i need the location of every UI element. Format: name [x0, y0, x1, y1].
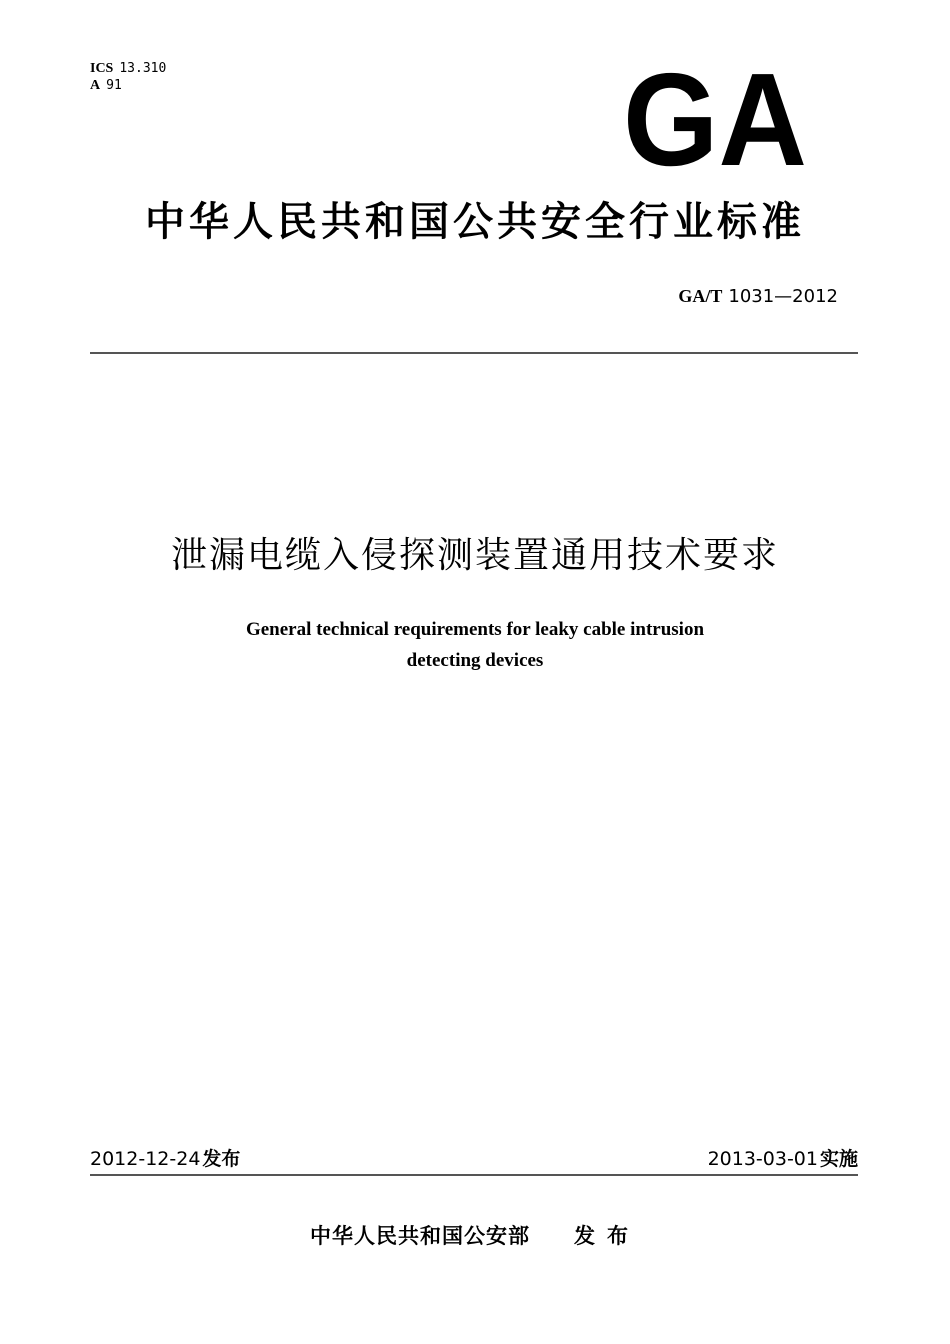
- ga-logo: [622, 70, 808, 168]
- publisher-action: 发布: [574, 1224, 640, 1248]
- document-title-en-line1: General technical requirements for leaky cable intrusion: [245, 619, 705, 640]
- document-title-zh: 泄漏电缆入侵探测装置通用技术要求: [170, 535, 779, 576]
- document-title-en-line2: detecting devices: [406, 650, 544, 671]
- issue-date: [90, 1144, 240, 1171]
- standard-category-title: 中华人民共和国公共安全行业标准: [145, 199, 805, 245]
- ccs-label: A: [90, 78, 101, 93]
- top-divider: [90, 352, 858, 354]
- effective-date-suffix: 实施: [819, 1148, 858, 1170]
- ccs-code: [90, 77, 166, 94]
- standard-number: [678, 286, 838, 307]
- document-title-en: [0, 614, 950, 676]
- effective-date-value: 2013-03-01: [707, 1148, 818, 1170]
- ics-label: ICS: [90, 61, 114, 76]
- issue-date-value: 2012-12-24: [90, 1148, 201, 1170]
- bottom-divider: [90, 1174, 858, 1176]
- standard-prefix: GA/T: [678, 286, 723, 306]
- ics-code: [90, 60, 166, 77]
- ga-logo-text: GA: [623, 70, 807, 168]
- ics-value: 13.310: [119, 61, 167, 76]
- effective-date: [708, 1144, 858, 1171]
- ccs-value: 91: [106, 78, 122, 93]
- classification-codes: [90, 60, 166, 94]
- standard-code: 1031—2012: [728, 286, 838, 307]
- publisher-name: 中华人民共和国公安部: [310, 1224, 530, 1248]
- publisher-line: [0, 1220, 950, 1250]
- issue-date-suffix: 发布: [202, 1148, 241, 1170]
